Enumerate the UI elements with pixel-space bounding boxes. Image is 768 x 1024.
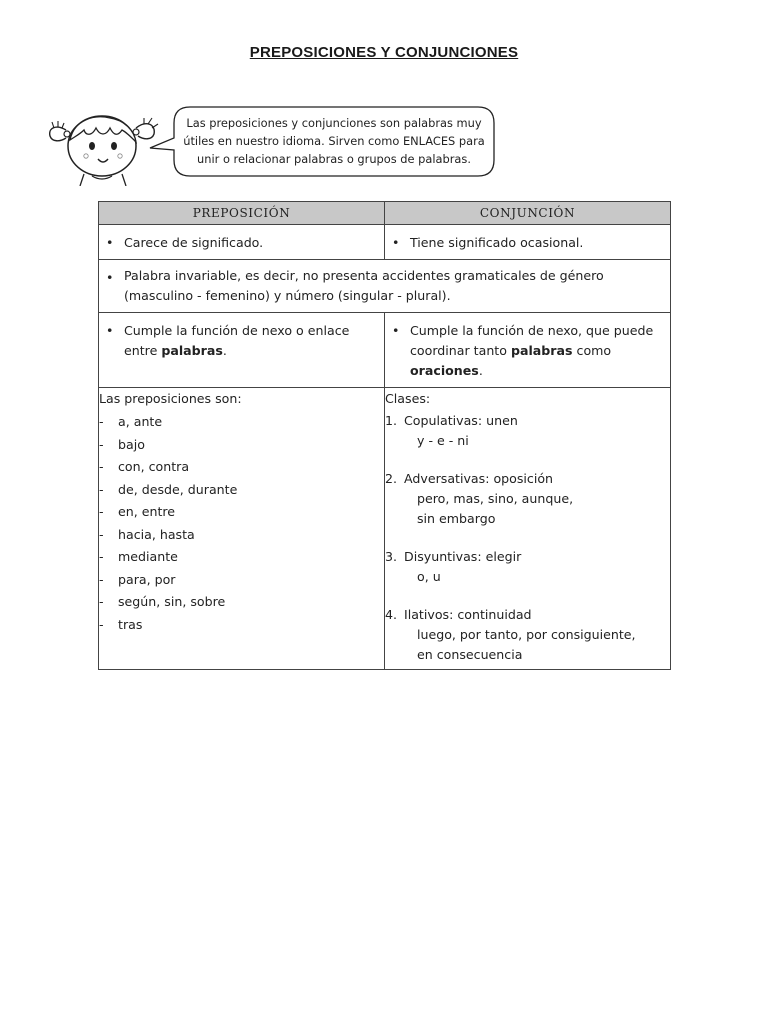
class-name: Adversativas: oposición (404, 471, 554, 486)
text-span: Cumple la función de nexo o enlace entre (124, 323, 350, 358)
table-row (99, 388, 671, 670)
text-span: Cumple la función de nexo, que puede coordinar tanto (410, 323, 654, 358)
conjunciones-list-cell (385, 388, 671, 670)
class-title (385, 469, 670, 489)
table-header-row (99, 202, 671, 225)
class-examples: o, u (417, 569, 441, 584)
speech-bubble-text (176, 114, 492, 168)
class-title (385, 605, 670, 625)
preposiciones-heading: Las preposiciones son: (99, 391, 242, 406)
class-number: 2. (385, 471, 398, 486)
bold-term: palabras (161, 343, 223, 358)
conjunciones-heading: Clases: (385, 391, 431, 406)
class-examples: y - e - ni (417, 433, 469, 448)
row3-right-text (385, 313, 670, 387)
bold-term: oraciones (410, 363, 479, 378)
header-conjuncion: CONJUNCIÓN (385, 202, 671, 225)
row1-left-cell (99, 225, 385, 260)
list-item: - bajo (99, 434, 384, 457)
conjunction-class (385, 469, 670, 529)
row2-cell (99, 260, 671, 313)
conjunction-class (385, 605, 670, 665)
row1-right-text: • Tiene significado ocasional. (385, 225, 670, 259)
speech-line: útiles en nuestro idioma. Sirven como ENLACES para (183, 134, 485, 148)
list-item: - a, ante (99, 411, 384, 434)
row1-right-cell (385, 225, 671, 260)
class-name: Ilativos: continuidad (404, 607, 532, 622)
list-item: - según, sin, sobre (99, 591, 384, 614)
class-number: 1. (385, 413, 398, 428)
comparison-table (98, 201, 671, 670)
speech-line: unir o relacionar palabras o grupos de palabras. (197, 152, 471, 166)
table-row (99, 313, 671, 388)
speech-line: Las preposiciones y conjunciones son palabras muy (186, 116, 482, 130)
row3-right-cell (385, 313, 671, 388)
class-name: Copulativas: unen (404, 413, 518, 428)
page-title: PREPOSICIONES Y CONJUNCIONES (249, 44, 519, 61)
class-name: Disyuntivas: elegir (404, 549, 522, 564)
header-preposicion: PREPOSICIÓN (99, 202, 385, 225)
class-number: 3. (385, 549, 398, 564)
table-row (99, 260, 671, 313)
row2-text: • Palabra invariable, es decir, no presenta accidentes gramaticales de género (masculino - femenino) y número (singular - plural). (99, 260, 670, 312)
class-examples: sin embargo (417, 511, 496, 526)
conjunction-class (385, 411, 670, 451)
text-span: . (478, 363, 483, 378)
list-item: - tras (99, 614, 384, 637)
row1-left-text: • Carece de significado. (99, 225, 384, 259)
bold-term: palabras (510, 343, 573, 358)
class-examples: luego, por tanto, por consiguiente, (417, 627, 636, 642)
preposiciones-list (99, 411, 384, 636)
preposiciones-list-cell (99, 388, 385, 670)
class-examples: en consecuencia (417, 647, 523, 662)
list-item: - en, entre (99, 501, 384, 524)
conjunction-class (385, 547, 670, 587)
text-span: como (572, 343, 612, 358)
class-examples: pero, mas, sino, aunque, (417, 491, 574, 506)
class-number: 4. (385, 607, 398, 622)
text-span: . (222, 343, 227, 358)
row3-left-cell (99, 313, 385, 388)
table-row (99, 225, 671, 260)
list-item: - con, contra (99, 456, 384, 479)
class-title (385, 547, 670, 567)
list-item: - de, desde, durante (99, 479, 384, 502)
list-item: - mediante (99, 546, 384, 569)
conjunciones-list (385, 411, 670, 665)
list-item: - hacia, hasta (99, 524, 384, 547)
row3-left-text (99, 313, 384, 367)
list-item: - para, por (99, 569, 384, 592)
class-title (385, 411, 670, 431)
